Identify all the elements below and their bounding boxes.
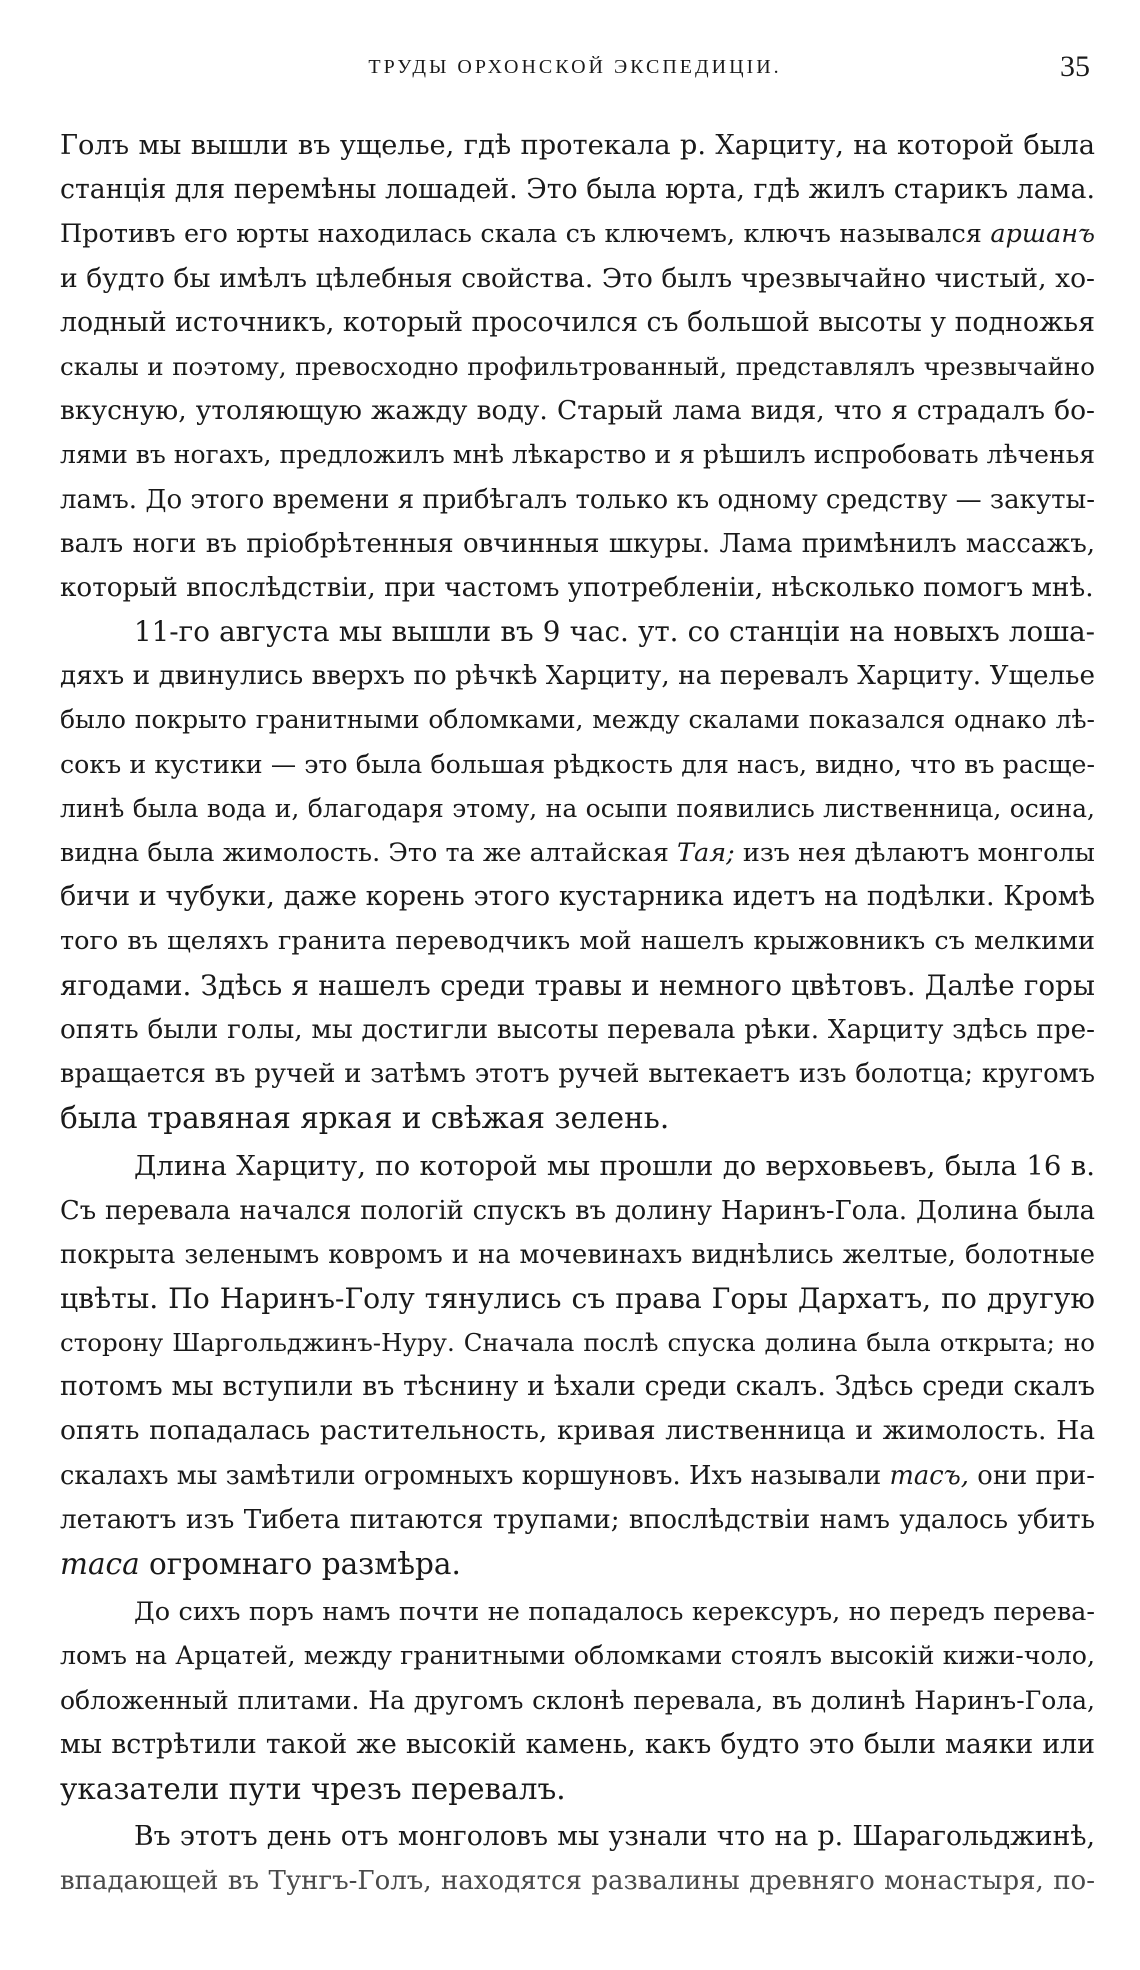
paragraph-4 [60,1590,1095,1811]
text-line: ягодами. Здѣсь я нашелъ среди травы и немного цвѣтовъ. Далѣе горы [60,968,1095,1002]
text-line: была травяная яркая и свѣжая зелень. [60,1101,670,1136]
text-line: обложенный плитами. На другомъ склонѣ перевала, въ долинѣ Наринъ-Гола, [60,1685,1095,1715]
text-line: сторону Шаргольджинъ-Нуру. Сначала послѣ спуска долина была открыта; но [60,1328,1095,1358]
body-text [60,124,1095,1904]
text-line: вращается въ ручей и затѣмъ этотъ ручей вытекаетъ изъ болотца; кругомъ [60,1058,1095,1089]
text-line: видна была жимолость. Это та же алтайская Тая; изъ нея дѣлаютъ монголы [60,838,1095,868]
text-line: Длина Харциту, по которой мы прошли до верховьевъ, была 16 в. [134,1150,1095,1183]
text-line: бичи и чубуки, даже корень этого кустарника идетъ на подѣлки. Кромѣ [60,881,1095,913]
paragraph-3 [60,1144,1095,1586]
running-head-title: ТРУДЫ ОРХОНСКОЙ ЭКСПЕДИЦІИ. [368,56,782,78]
text-line: Голъ мы вышли въ ущелье, гдѣ протекала р. Харциту, на которой была [60,130,1095,161]
text-line: скалахъ мы замѣтили огромныхъ коршуновъ. Ихъ называли тасъ, они при- [60,1460,1095,1491]
page-number: 35 [1060,50,1090,83]
text-line: ломъ на Арцатей, между гранитными обломками стоялъ высокій кижи-чоло, [60,1641,1095,1671]
text-line: 11-го августа мы вышли въ 9 час. ут. со станціи на новыхъ лоша- [134,615,1095,649]
text-line: вкусную, утоляющую жажду воду. Старый лама видя, что я страдалъ бо- [60,395,1095,427]
text-line: мы встрѣтили такой же высокій камень, какъ будто это были маяки или [60,1728,1095,1760]
text-line: лями въ ногахъ, предложилъ мнѣ лѣкарство и я рѣшилъ испробовать лѣченья [60,440,1095,470]
text-line: потомъ мы вступили въ тѣснину и ѣхали среди скалъ. Здѣсь среди скалъ [60,1371,1095,1403]
text-line: опять были голы, мы достигли высоты перевала рѣки. Харциту здѣсь пре- [60,1014,1095,1045]
text-line: скалы и поэтому, превосходно профильтрованный, представлялъ чрезвычайно [60,351,1095,381]
text-line: линѣ была вода и, благодаря этому, на осыпи появились лиственница, осина, [60,793,1095,823]
text-line: который впослѣдствіи, при частомъ употребленіи, нѣсколько помогъ мнѣ. [60,572,1094,603]
text-line: лодный источникъ, который просочился съ большой высоты у подножья [60,306,1095,338]
text-line: До сихъ поръ намъ почти не попадалось керексуръ, но передъ перева- [134,1597,1095,1628]
text-line: цвѣты. По Наринъ-Голу тянулись съ права Горы Дархатъ, по другую [60,1281,1095,1315]
text-line: валъ ноги въ пріобрѣтенныя овчинныя шкуры. Лама примѣнилъ массажъ, [60,528,1095,559]
paragraph-5 [60,1815,1095,1903]
text-line: ламъ. До этого времени я прибѣгалъ только къ одному средству — закуты- [60,484,1095,515]
text-line: покрыта зеленымъ ковромъ и на мочевинахъ виднѣлись желтые, болотные [60,1239,1095,1270]
paragraph-1 [60,124,1095,610]
text-line: дяхъ и двинулись вверхъ по рѣчкѣ Харциту, на перевалъ Харциту. Ущелье [60,661,1095,692]
paragraph-2 [60,610,1095,1140]
text-line: впадающей въ Тунгъ-Голъ, находятся развалины древняго монастыря, по- [60,1866,1095,1897]
text-line: таса огромнаго размѣра. [60,1547,461,1581]
text-line: Въ этотъ день отъ монголовъ мы узнали что на р. Шарагольджинѣ, [134,1821,1095,1853]
text-line: Съ перевала начался пологій спускъ въ долину Наринъ-Гола. Долина была [60,1195,1095,1226]
text-line: Противъ его юрты находилась скала съ ключемъ, ключъ назывался аршанъ [60,219,1095,250]
text-line: опять попадалась растительность, кривая лиственница и жимолость. На [60,1415,1095,1447]
text-line: было покрыто гранитными обломками, между скалами показался однако лѣ- [60,705,1095,735]
text-line: указатели пути чрезъ перевалъ. [60,1771,566,1806]
page-header [60,50,1090,96]
text-line: и будто бы имѣлъ цѣлебныя свойства. Это былъ чрезвычайно чистый, хо- [60,262,1095,294]
text-line: того въ щеляхъ гранита переводчикъ мой нашелъ крыжовникъ съ мелкими [60,926,1095,957]
text-line: сокъ и кустики — это была большая рѣдкость для насъ, видно, что въ расще- [60,749,1095,779]
text-line: летаютъ изъ Тибета питаются трупами; впослѣдствіи намъ удалось убить [60,1504,1095,1535]
text-line: станція для перемѣны лошадей. Это была юрта, гдѣ жилъ старикъ лама. [60,174,1095,206]
